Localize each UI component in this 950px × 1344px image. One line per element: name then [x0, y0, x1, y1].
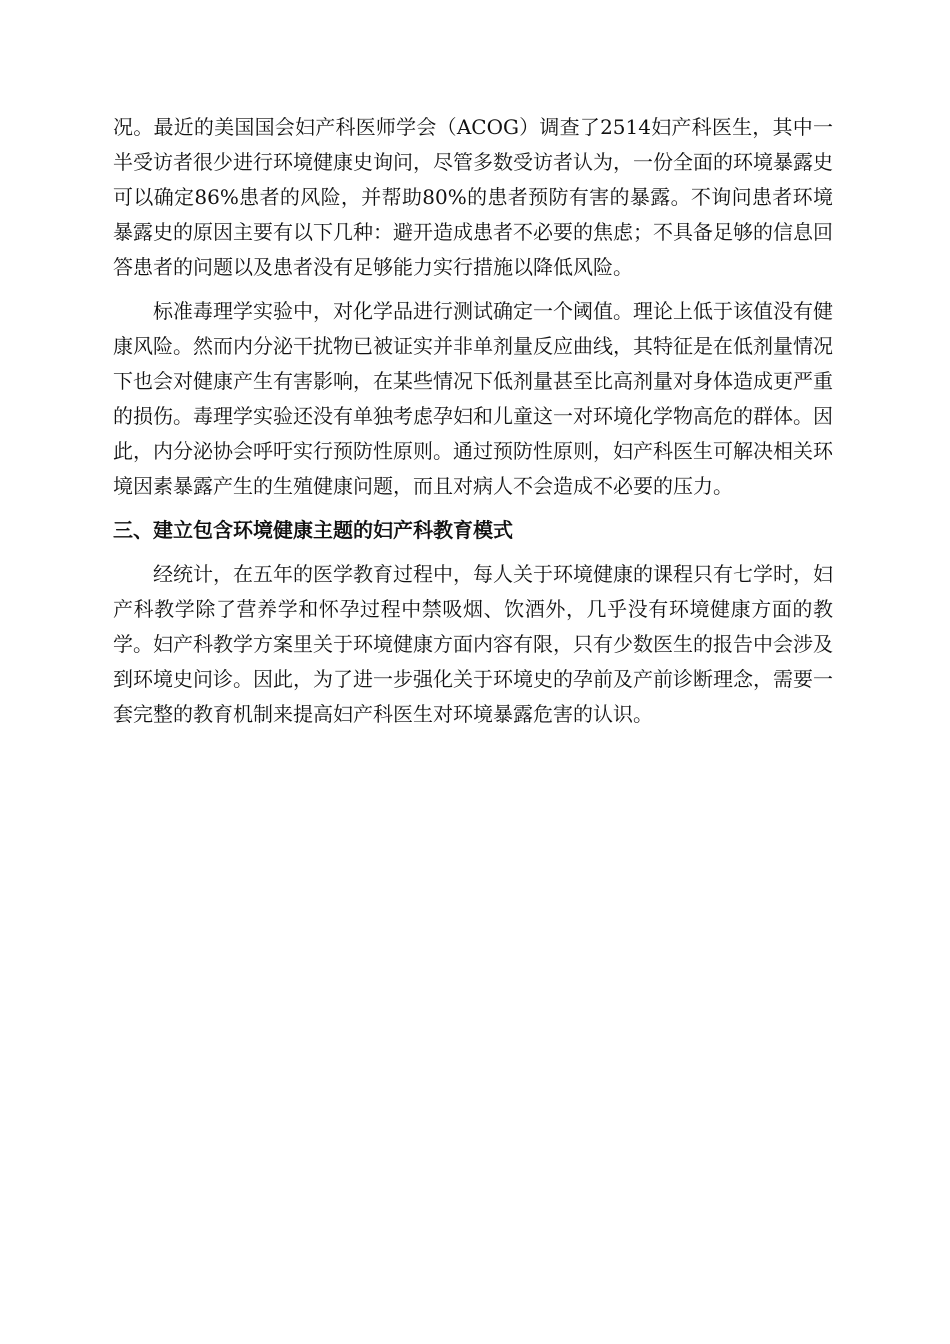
document-page	[113, 110, 833, 741]
paragraph-toxicology: 标准毒理学实验中，对化学品进行测试确定一个阈值。理论上低于该值没有健康风险。然而内分泌干扰物已被证实并非单剂量反应曲线，其特征是在低剂量情况下也会对健康产生有害影响，在某些情况下低剂量甚至比高剂量对身体造成更严重的损伤。毒理学实验还没有单独考虑孕妇和儿童这一对环境化学物高危的群体。因此，内分泌协会呼吁实行预防性原则。通过预防性原则，妇产科医生可解决相关环境因素暴露产生的生殖健康问题，而且对病人不会造成不必要的压力。	[113, 299, 833, 498]
paragraph-education-statistics: 经统计，在五年的医学教育过程中，每人关于环境健康的课程只有七学时，妇产科教学除了营养学和怀孕过程中禁吸烟、饮酒外，几乎没有环境健康方面的教学。妇产科教学方案里关于环境健康方面内容有限，只有少数医生的报告中会涉及到环境史问诊。因此，为了进一步强化关于环境史的孕前及产前诊断理念，需要一套完整的教育机制来提高妇产科医生对环境暴露危害的认识。	[113, 562, 833, 726]
paragraph-acog-survey: 况。最近的美国国会妇产科医师学会（ACOG）调查了2514妇产科医生，其中一半受访者很少进行环境健康史询问，尽管多数受访者认为，一份全面的环境暴露史可以确定86%患者的风险，并帮助80%的患者预防有害的暴露。不询问患者环境暴露史的原因主要有以下几种：避开造成患者不必要的焦虑；不具备足够的信息回答患者的问题以及患者没有足够能力实行措施以降低风险。	[113, 115, 833, 279]
section-heading: 三、建立包含环境健康主题的妇产科教育模式	[113, 518, 513, 542]
